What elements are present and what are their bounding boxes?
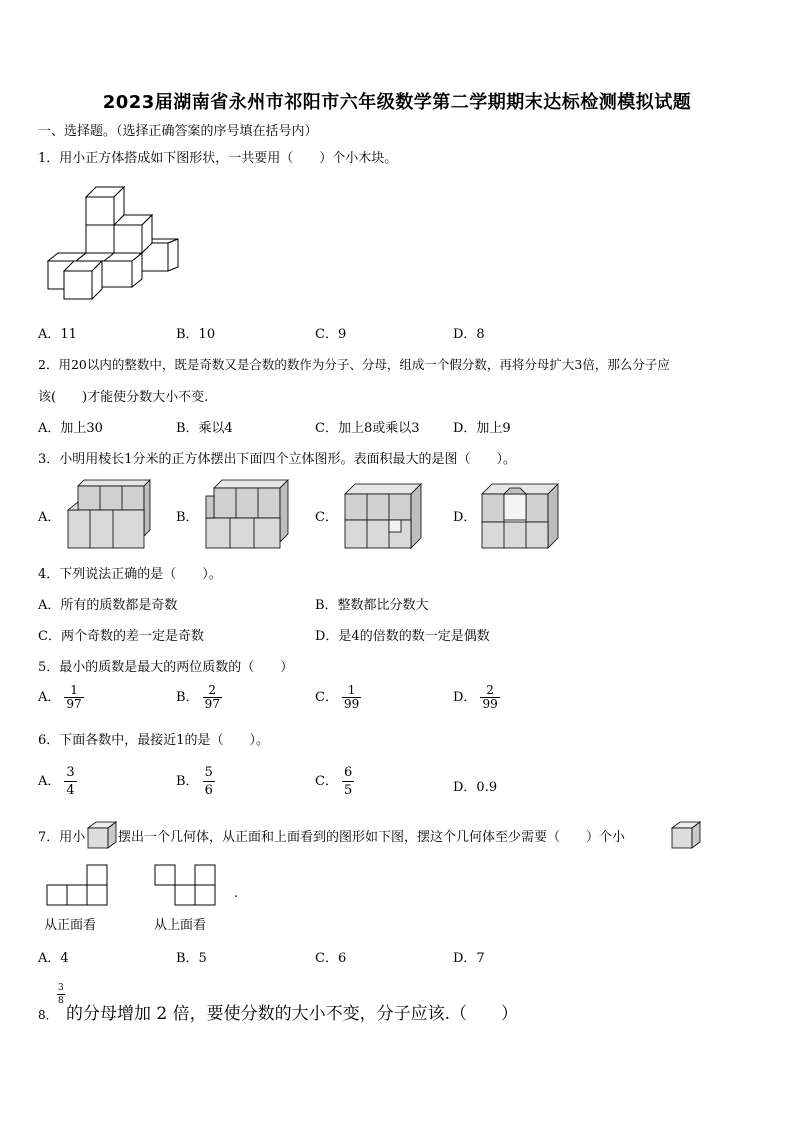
section-heading: 一、选择题。（选择正确答案的序号填在括号内）: [38, 124, 318, 139]
q3-option-a-label[interactable]: A．: [38, 510, 61, 525]
q6-option-b[interactable]: B． $\frac{5}{6}$: [176, 765, 213, 798]
q7-option-c[interactable]: C．6: [315, 951, 347, 966]
question-6-text: 6．下面各数中，最接近1的是（ ）。: [38, 733, 270, 748]
q2-option-a[interactable]: A．加上30: [38, 421, 103, 436]
q4-option-d[interactable]: D．是4的倍数的数一定是偶数: [315, 629, 490, 644]
q5-option-d[interactable]: D． $\frac{2}{99}$: [453, 683, 498, 711]
q5-option-b[interactable]: B． $\frac{2}{97}$: [176, 683, 220, 711]
fraction: $\frac{1}{99}$: [343, 683, 360, 711]
question-8-fraction: 3 8: [58, 983, 64, 1006]
question-5-text: 5．最小的质数是最大的两位质数的（ ）: [38, 660, 294, 675]
q3-figure-d: [480, 480, 570, 550]
q7-dot: .: [234, 886, 239, 901]
top-view-caption: 从上面看: [154, 918, 207, 933]
question-8-text: 的分母增加 2 倍，要使分数的大小不变，分子应该.（ ）: [66, 1004, 519, 1024]
question-7-text-a: 7．用小: [38, 830, 86, 845]
question-2-text-line1: 2．用20以内的整数中，既是奇数又是合数的数作为分子、分母，组成一个假分数，再将分母扩大3倍，那么分子应: [38, 357, 670, 372]
q7-option-d[interactable]: D．7: [453, 951, 485, 966]
question-8-number: 8．: [38, 1008, 58, 1022]
q3-figure-b: [204, 480, 294, 550]
question-2-text-line2: 该( )才能使分数大小不变.: [38, 390, 209, 405]
q7-option-a[interactable]: A．4: [38, 951, 69, 966]
fraction: $\frac{3}{4}$: [66, 765, 75, 798]
q6-option-a[interactable]: A． $\frac{3}{4}$: [38, 765, 75, 798]
q2-option-b[interactable]: B．乘以4: [176, 421, 233, 436]
q1-option-b[interactable]: B．10: [176, 327, 216, 342]
q3-option-d-label[interactable]: D．: [453, 510, 477, 525]
q4-option-a[interactable]: A．所有的质数都是奇数: [38, 598, 178, 613]
front-view-diagram: [46, 863, 110, 907]
fraction: $\frac{6}{5}$: [343, 765, 353, 798]
fraction: $\frac{2}{97}$: [204, 683, 220, 711]
question-1-cube-figure: [40, 183, 190, 303]
small-cube-icon: [86, 820, 118, 852]
q1-option-c[interactable]: C．9: [315, 327, 347, 342]
small-cube-icon: [670, 820, 702, 852]
q6-option-c[interactable]: C． $\frac{6}{5}$: [315, 765, 353, 798]
question-4-text: 4．下列说法正确的是（ ）。: [38, 567, 222, 582]
q6-option-d[interactable]: D．0.9: [453, 780, 498, 795]
q4-option-c[interactable]: C．两个奇数的差一定是奇数: [38, 629, 204, 644]
q1-option-a[interactable]: A．11: [38, 327, 77, 342]
q3-figure-c: [343, 480, 433, 550]
q2-option-d[interactable]: D．加上9: [453, 421, 511, 436]
q4-option-b[interactable]: B．整数都比分数大: [315, 598, 429, 613]
question-3-text: 3．小明用棱长1分米的正方体摆出下面四个立体图形。表面积最大的是图（ ）。: [38, 452, 517, 467]
q5-option-c[interactable]: C． $\frac{1}{99}$: [315, 683, 360, 711]
q3-option-c-label[interactable]: C．: [315, 510, 338, 525]
page-title: 2023届湖南省永州市祁阳市六年级数学第二学期期末达标检测模拟试题: [102, 92, 692, 113]
question-1-text: 1．用小正方体搭成如下图形状，一共要用（ ）个小木块。: [38, 151, 398, 166]
q2-option-c[interactable]: C．加上8或乘以3: [315, 421, 420, 436]
q7-option-b[interactable]: B．5: [176, 951, 207, 966]
q1-option-d[interactable]: D．8: [453, 327, 485, 342]
question-7-text-b: 摆出一个几何体，从正面和上面看到的图形如下图，摆这个几何体至少需要（ ）个小: [118, 830, 626, 845]
q3-figure-a: [66, 480, 156, 550]
front-view-caption: 从正面看: [44, 918, 97, 933]
fraction: $\frac{1}{97}$: [66, 683, 82, 711]
q3-option-b-label[interactable]: B．: [176, 510, 199, 525]
top-view-diagram: [154, 863, 218, 907]
q5-option-a[interactable]: A． $\frac{1}{97}$: [38, 683, 82, 711]
fraction: $\frac{5}{6}$: [204, 765, 213, 798]
fraction: $\frac{2}{99}$: [482, 683, 498, 711]
